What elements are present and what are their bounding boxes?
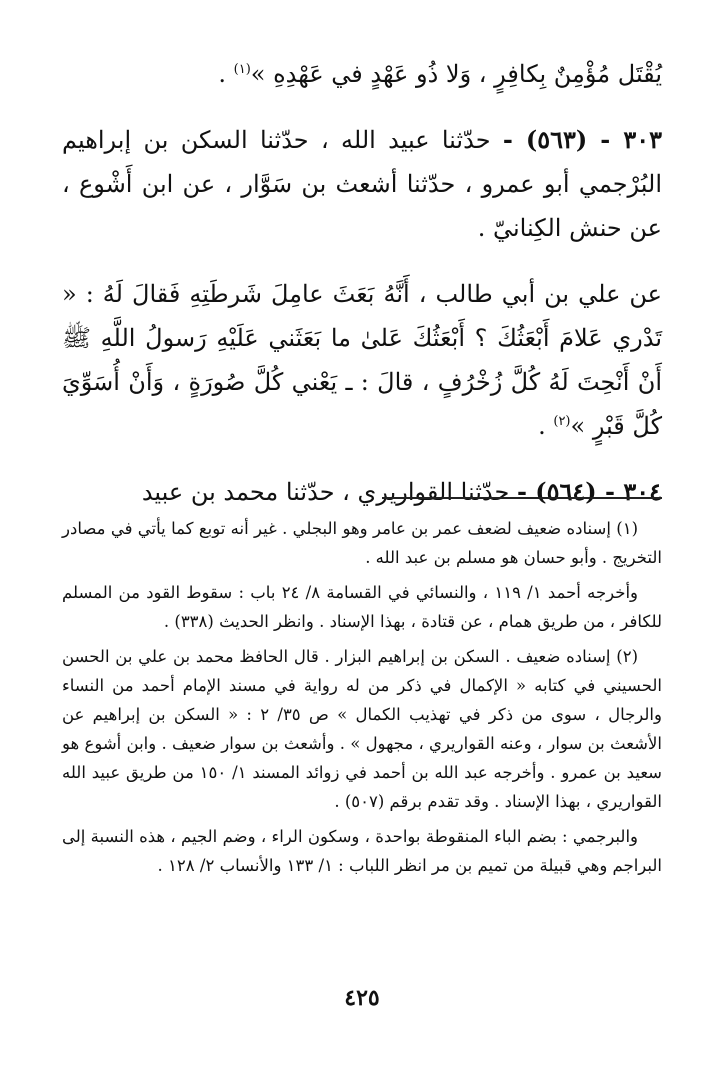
- continuation-text: يُقْتَل مُؤْمِنٌ بِكافِرٍ ، وَلا ذُو عَهْدٍ في عَهْدِهِ »: [250, 60, 662, 88]
- hadith-303-number: ٣٠٣ - (٥٦٣) -: [502, 125, 662, 154]
- footnote-ref-1: (١): [233, 62, 251, 77]
- footnotes: [62, 514, 662, 880]
- hadith-304-paragraph: [62, 470, 662, 514]
- main-text: [62, 52, 662, 514]
- footnote-ref-2: (٢): [553, 414, 571, 429]
- footnote-1-para-1: (١) إسناده ضعيف لضعف عمر بن عامر وهو البجلي . غير أنه توبع كما يأتي في مصادر التخريج . وأبو حسان هو مسلم بن عبد الله .: [62, 519, 662, 567]
- continuation-line: [62, 52, 662, 96]
- hadith-303-matn: عن علي بن أبي طالب ، أَنَّهُ بَعَثَ عامِلَ شَرطَتِهِ فَقالَ لَهُ : « تَدْري عَلامَ أَبْعَثُكَ ؟ أَبْعَثُكَ عَلىٰ ما بَعَثَني عَلَيْهِ رَسولُ اللَّهِ ﷺ أَنْ أَنْحِتَ لَهُ كُلَّ زُخْرُفٍ ، قالَ : ـ يَعْني كُلَّ صُورَةٍ ، وَأَنْ أُسَوِّيَ كُلَّ قَبْرٍ »: [62, 280, 662, 440]
- hadith-303-end: .: [538, 412, 554, 440]
- hadith-303-isnad: حدّثنا عبيد الله ، حدّثنا السكن بن إبراهيم البُرْجمي أبو عمرو ، حدّثنا أشعث بن سَوَّار ، عن ابن أَشْوع ، عن حنش الكِنانيّ .: [62, 126, 662, 242]
- hadith-303-matn-paragraph: [62, 272, 662, 448]
- hadith-303-isnad-paragraph: [62, 118, 662, 250]
- hadith-304-number: ٣٠٤ - (٥٦٤) -: [516, 477, 662, 506]
- hadith-304-isnad: حدّثنا القواريري ، حدّثنا محمد بن عبيد: [141, 478, 517, 506]
- footnote-divider: [382, 497, 662, 499]
- page-number: ٤٢٥: [344, 985, 380, 1011]
- footnote-2-para-1: (٢) إسناده ضعيف . السكن بن إبراهيم البزار . قال الحافظ محمد بن علي بن الحسن الحسيني في كتابه « الإكمال في ذكر من له رواية في مسند الإمام أحمد من النساء والرجال ، سوى من ذكر في تهذيب الكمال » ص ٣٥/ ٢ : « السكن بن إبراهيم عن الأشعث بن سوار ، وعنه القواريري ، مجهول » . وأشعث بن سوار ضعيف . وابن أشوع هو سعيد بن عمرو . وأخرجه عبد الله بن أحمد في زوائد المسند ١/ ١٥٠ من طريق عبيد الله القواريري ، بهذا الإسناد . وقد تقدم برقم (٥٠٧) .: [62, 647, 662, 811]
- footnote-2-para-2: والبرجمي : بضم الباء المنقوطة بواحدة ، وسكون الراء ، وضم الجيم ، هذه النسبة إلى البراجم وهي قبيلة من تميم بن مر انظر اللباب : ١/ ١٣٣ والأنساب ٢/ ١٢٨ .: [62, 827, 662, 875]
- continuation-end: .: [218, 60, 234, 88]
- footnote-1-para-2: وأخرجه أحمد ١/ ١١٩ ، والنسائي في القسامة ٨/ ٢٤ باب : سقوط القود من المسلم للكافر ، من طريق همام ، عن قتادة ، بهذا الإسناد . وانظر الحديث (٣٣٨) .: [62, 583, 662, 631]
